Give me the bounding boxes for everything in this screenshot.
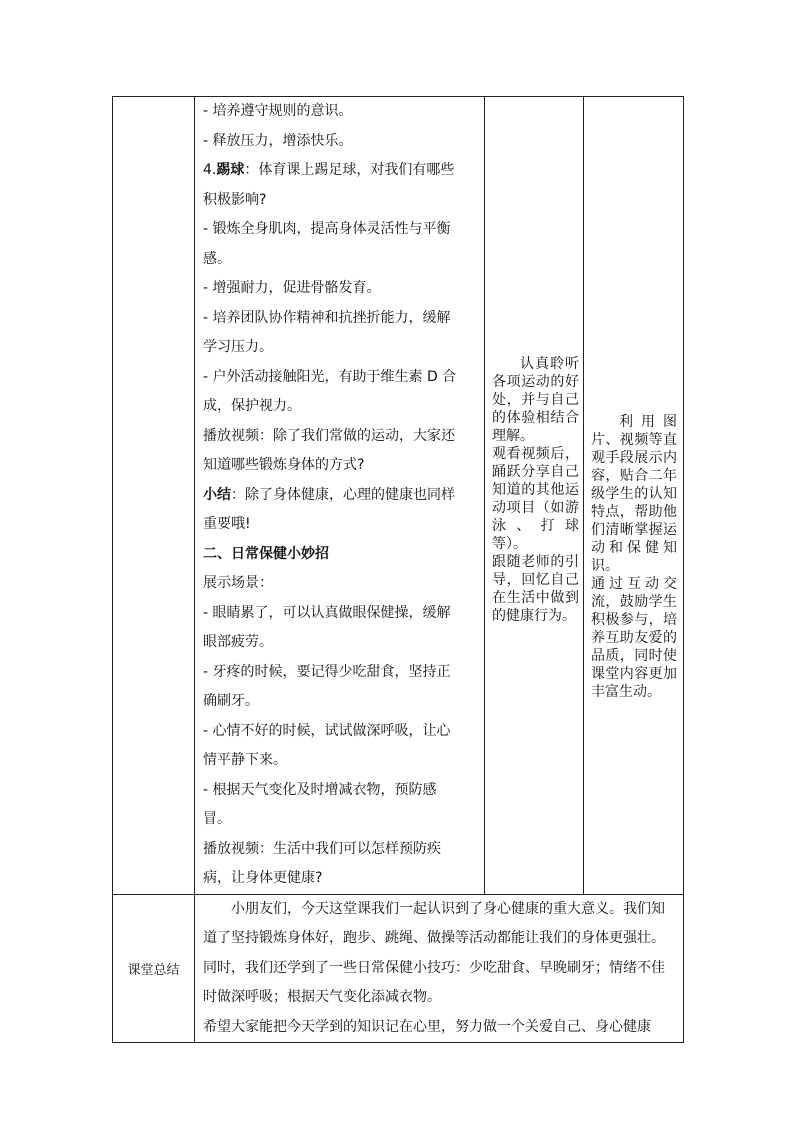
content-line-text: 病，让身体更健康? — [203, 870, 323, 886]
student-activity-para: 跟随老师的引导，回忆自己在生活中做到的健康行为。 — [492, 554, 579, 624]
summary-paragraph-1: 小朋友们，今天这堂课我们一起认识到了身心健康的重大意义。我们知道了坚持锻炼身体好，跑步、跳绳、做操等活动都能让我们的身体更强壮。同时，我们还学到了一些日常保健小技巧：少吃甜食、早晚刷牙；情绪不佳时做深呼吸；根据天气变化添减衣物。 — [203, 900, 665, 1005]
content-line — [203, 215, 478, 245]
content-line-text: 积极影响? — [203, 191, 267, 208]
content-line-text: 成，保护视力。 — [203, 398, 301, 414]
content-line — [203, 156, 478, 186]
content-line-text: - 释放压力，增添快乐。 — [203, 132, 353, 149]
content-line-bold: 踢球 — [216, 162, 245, 178]
content-line — [203, 835, 478, 865]
content-line — [203, 127, 478, 157]
content-line-text: 情平静下来。 — [203, 752, 287, 768]
content-line-text: 学习压力。 — [203, 339, 273, 355]
content-line — [203, 805, 478, 835]
summary-row — [113, 894, 684, 1043]
content-line-text: 展示场景： — [203, 575, 273, 591]
content-line — [203, 658, 478, 688]
content-line — [203, 746, 478, 776]
stage-cell — [113, 97, 195, 895]
teaching-process-row — [113, 97, 684, 895]
content-line-text: - 锻炼全身肌肉，提高身体灵活性与平衡 — [203, 221, 451, 237]
design-intent-content — [584, 97, 683, 701]
content-line — [203, 510, 478, 540]
content-line-text: - 心情不好的时候，试试做深呼吸，让心 — [203, 722, 451, 739]
design-intent-cell — [584, 97, 684, 895]
content-line — [203, 333, 478, 363]
content-line — [203, 540, 478, 570]
content-line-text: - 牙疼的时候，要记得少吃甜食，坚持正 — [203, 663, 451, 680]
content-line — [203, 274, 478, 304]
content-line-text: 播放视频：生活中我们可以怎样预防疾 — [203, 840, 441, 857]
content-line — [203, 687, 478, 717]
content-line — [203, 864, 478, 894]
content-line-text: - 根据天气变化及时增减衣物，预防感 — [203, 781, 437, 798]
design-intent-para: 利用图片、视频等直观手段展示内容，贴合二年级学生的认知特点，帮助他们清晰掌握运动和保健知识。 — [591, 414, 677, 574]
content-line — [203, 451, 478, 481]
content-line-text: 眼部疲劳。 — [203, 634, 273, 650]
student-activity-cell — [485, 97, 584, 895]
content-line-text: 播放视频：除了我们常做的运动，大家还 — [203, 427, 455, 444]
content-line-bold: 二、日常保健小妙招 — [203, 545, 329, 562]
content-line — [203, 481, 478, 511]
design-intent-para: 通过互动交流，鼓励学生积极参与，培养互助友爱的品质，同时使课堂内容更加丰富生动。 — [591, 576, 677, 700]
content-line-text: - 培养团队协作精神和抗挫折能力，缓解 — [203, 309, 451, 326]
content-line-text: ：除了身体健康，心理的健康也同样 — [231, 486, 455, 503]
content-line-text: - 户外活动接触阳光，有助于维生素 D 合 — [203, 368, 457, 385]
content-line — [203, 422, 478, 452]
summary-paragraph-2: 希望大家能把今天学到的知识记在心里，努力做一个关爱自己、身心健康 — [203, 1018, 651, 1035]
content-line — [203, 569, 478, 599]
content-line — [203, 97, 478, 127]
content-line — [203, 717, 478, 747]
content-line — [203, 628, 478, 658]
content-line-text: 知道哪些锻炼身体的方式? — [203, 457, 365, 473]
student-activity-para: 观看视频后，踊跃分享自己知道的其他运动项目（如游泳、打球等）。 — [492, 446, 579, 552]
teacher-activity-content — [195, 97, 484, 894]
content-line-text: - 增强耐力，促进骨骼发育。 — [203, 280, 381, 296]
student-activity-para: 认真聆听各项运动的好处，并与自己的体验相结合理解。 — [492, 356, 579, 444]
teacher-activity-cell — [195, 97, 485, 895]
content-line — [203, 245, 478, 275]
content-line-text: 冒。 — [203, 811, 231, 827]
content-line-text: 重要哦! — [203, 516, 251, 532]
content-line-prefix: 4. — [203, 162, 217, 178]
content-line-text: 感。 — [203, 250, 231, 267]
content-line — [203, 392, 478, 422]
lesson-plan-table — [112, 96, 684, 1043]
content-line — [203, 776, 478, 806]
content-line-text: - 培养遵守规则的意识。 — [203, 103, 353, 119]
content-line-text: - 眼睛累了，可以认真做眼保健操，缓解 — [203, 604, 451, 621]
content-line — [203, 304, 478, 334]
content-line — [203, 186, 478, 216]
content-line-text: 确刷牙。 — [203, 693, 259, 709]
content-line-bold: 小结 — [203, 486, 231, 503]
content-line — [203, 363, 478, 393]
content-line-text: ：体育课上踢足球，对我们有哪些 — [244, 162, 455, 178]
summary-content-cell — [195, 894, 684, 1043]
student-activity-content — [485, 97, 583, 625]
summary-content — [195, 895, 683, 1043]
summary-label: 课堂总结 — [113, 894, 195, 1043]
content-line — [203, 599, 478, 629]
